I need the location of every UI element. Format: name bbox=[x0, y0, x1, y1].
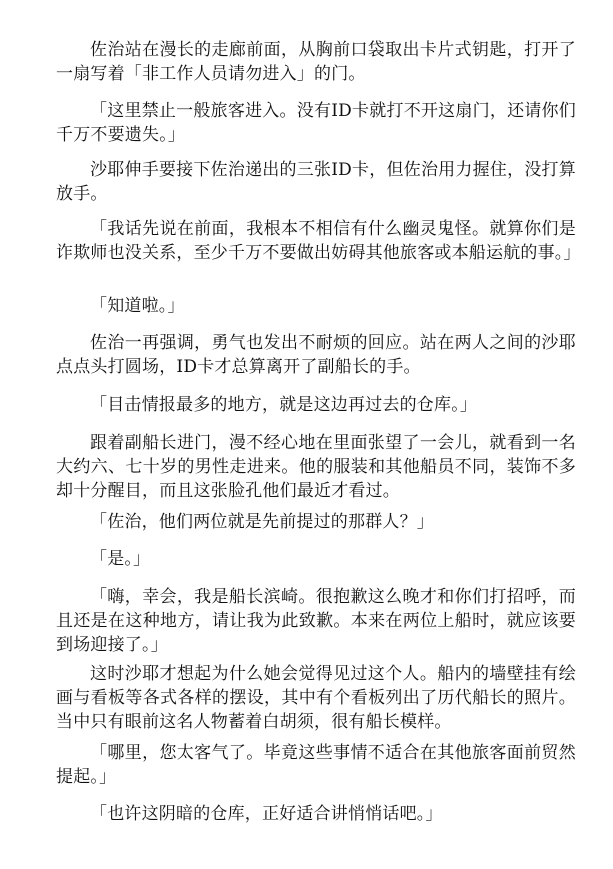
paragraph-5: 「知道啦。」 bbox=[90, 296, 185, 316]
paragraph-8: 跟着副船长进门，漫不经心地在里面张望了一会儿，就看到一名大约六、七十岁的男性走进来。他的服装和其他船员不同，装饰不多却十分醒目，而且这张脸孔他们最近才看过。 bbox=[56, 433, 576, 501]
paragraph-2: 「这里禁止一般旅客进入。没有ID卡就打不开这扇门，还请你们千万不要遗失。」 bbox=[56, 101, 576, 145]
paragraph-3: 沙耶伸手要接下佐治递出的三张ID卡，但佐治用力握住，没打算放手。 bbox=[56, 160, 576, 204]
paragraph-4: 「我话先说在前面，我根本不相信有什么幽灵鬼怪。就算你们是诈欺师也没关系，至少千万不要做出妨碍其他旅客或本船运航的事。」 bbox=[56, 219, 581, 263]
paragraph-10: 「是。」 bbox=[90, 549, 151, 569]
paragraph-9: 「佐治，他们两位就是先前提过的那群人？」 bbox=[90, 512, 434, 532]
paragraph-6: 佐治一再强调，勇气也发出不耐烦的回应。站在两人之间的沙耶点点头打圆场，ID卡才总算离开了副船长的手。 bbox=[56, 333, 576, 377]
paragraph-14: 「也许这阴暗的仓库，正好适合讲悄悄话吧。」 bbox=[90, 804, 443, 824]
paragraph-7: 「目击情报最多的地方，就是这边再过去的仓库。」 bbox=[90, 395, 478, 415]
paragraph-12: 这时沙耶才想起为什么她会觉得见过这个人。船内的墙壁挂有绘画与看板等各式各样的摆设，其中有个看板列出了历代船长的照片。当中只有眼前这名人物蓄着白胡须，很有船长模样。 bbox=[56, 664, 576, 732]
paragraph-11: 「嗨，幸会，我是船长滨崎。很抱歉这么晚才和你们打招呼，而且还是在这种地方，请让我为此致歉。本来在两位上船时，就应该要到场迎接了。」 bbox=[56, 587, 576, 655]
paragraph-1: 佐治站在漫长的走廊前面，从胸前口袋取出卡片式钥匙，打开了一扇写着「非工作人员请勿进入」的门。 bbox=[56, 40, 576, 84]
paragraph-13: 「哪里，您太客气了。毕竟这些事情不适合在其他旅客面前贸然提起。」 bbox=[56, 743, 576, 787]
